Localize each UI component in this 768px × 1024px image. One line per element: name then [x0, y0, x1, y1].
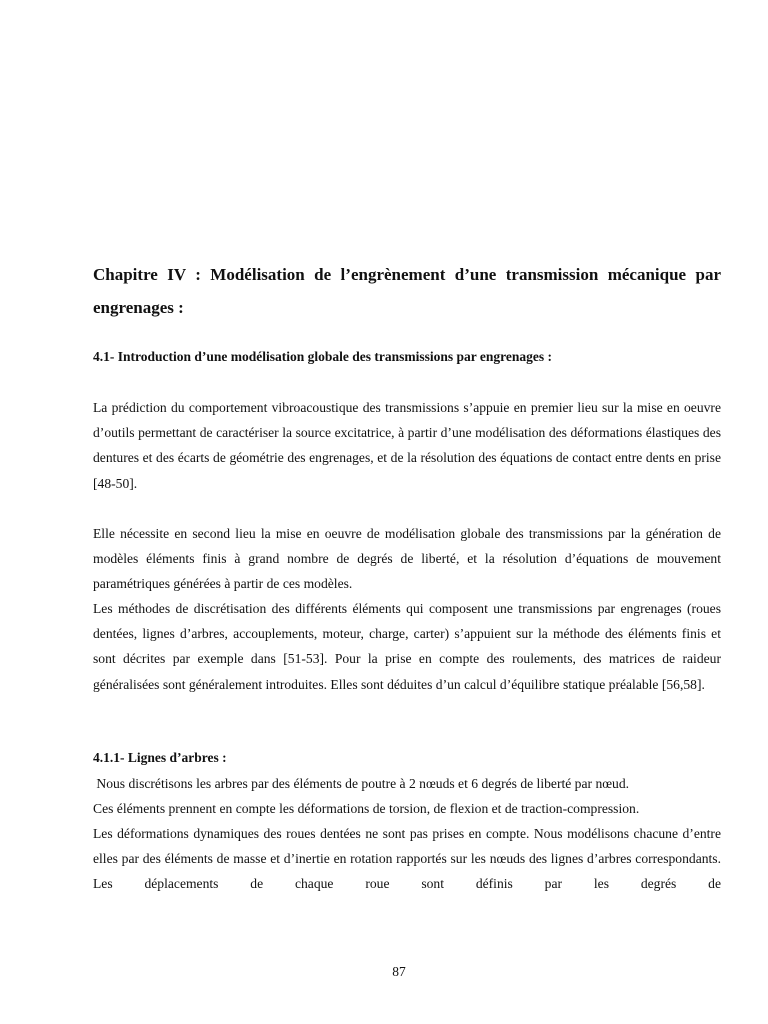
- section-heading-4-1: 4.1- Introduction d’une modélisation globale des transmissions par engrenages :: [93, 349, 553, 364]
- paragraph-intro-1: La prédiction du comportement vibroacoustique des transmissions s’appuie en premier lieu sur la mise en oeuvre d’outils permettant de caractériser la source excitatrice, à partir d’une modélisation des déformations élastiques des dentures et des écarts de géométrie des engrenages, et de la résolution des équations de contact entre dents en prise [48-50].: [93, 400, 721, 491]
- page-number: 87: [392, 964, 406, 979]
- paragraph-intro-3: Les méthodes de discrétisation des différents éléments qui composent une transmissions par engrenages (roues dentées, lignes d’arbres, accouplements, moteur, charge, carter) s’appuient sur la méthode des éléments finis et sont décrites par exemple dans [51-53]. Pour la prise en compte des roulements, des matrices de raideur généralisées sont généralement introduites. Elles sont déduites d’un calcul d’équilibre statique préalable [56,58].: [93, 601, 721, 692]
- document-page: [93, 0, 721, 1024]
- paragraph-shafts-3: Les déformations dynamiques des roues dentées ne sont pas prises en compte. Nous modélisons chacune d’entre elles par des éléments de masse et d’inertie en rotation rapportés sur les nœuds des lignes d’arbres correspondants. Les déplacements de chaque roue sont définis par les degrés de: [93, 826, 721, 892]
- section-heading-4-1-1: 4.1.1- Lignes d’arbres :: [93, 750, 227, 765]
- paragraph-shafts-1: Nous discrétisons les arbres par des éléments de poutre à 2 nœuds et 6 degrés de liberté par nœud.: [93, 776, 630, 791]
- paragraph-shafts-2: Ces éléments prennent en compte les déformations de torsion, de flexion et de traction-compression.: [93, 801, 640, 816]
- chapter-title: Chapitre IV : Modélisation de l’engrènement d’une transmission mécanique par engrenages :: [93, 265, 721, 317]
- paragraph-intro-2: Elle nécessite en second lieu la mise en oeuvre de modélisation globale des transmissions par la génération de modèles éléments finis à grand nombre de degrés de liberté, et la résolution d’équations de mouvement paramétriques générées à partir de ces modèles.: [93, 526, 721, 592]
